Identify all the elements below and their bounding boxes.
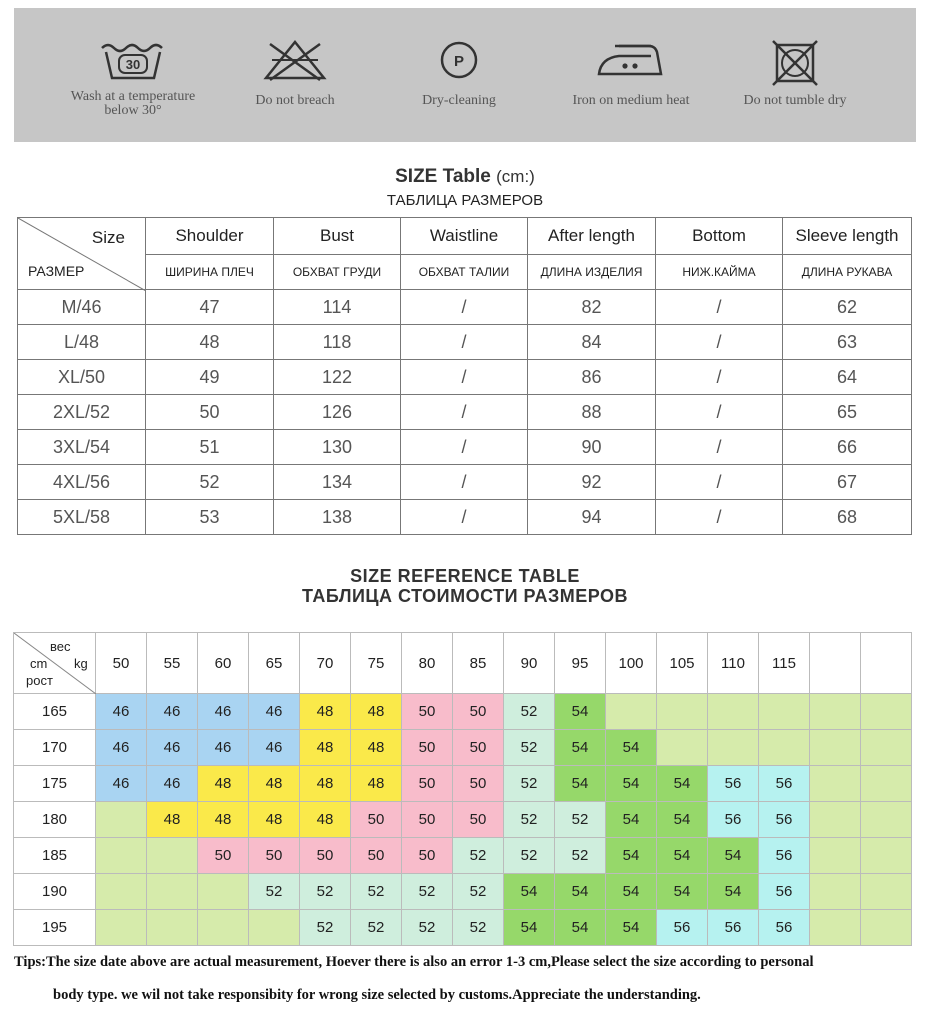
size-value-cell: / <box>401 430 528 465</box>
column-header: After length <box>528 218 656 255</box>
reference-table-title-ru: ТАБЛИЦА СТОИМОСТИ РАЗМЕРОВ <box>301 586 629 606</box>
size-recommendation-cell: 54 <box>657 802 708 838</box>
size-recommendation-cell: 48 <box>300 802 351 838</box>
size-recommendation-cell: 56 <box>708 910 759 946</box>
height-label-cell: 170 <box>14 730 96 766</box>
size-recommendation-cell: 52 <box>555 838 606 874</box>
size-row <box>18 290 912 325</box>
size-recommendation-cell: 54 <box>708 838 759 874</box>
size-recommendation-cell <box>147 910 198 946</box>
size-recommendation-cell <box>861 730 912 766</box>
size-value-cell: 52 <box>146 465 274 500</box>
tips-line-2: body type. we wil not take responsibity for wrong size selected by customs.Appreciate the understanding. <box>53 987 701 1003</box>
size-recommendation-cell <box>657 730 708 766</box>
size-value-cell: 84 <box>528 325 656 360</box>
size-recommendation-cell: 52 <box>504 694 555 730</box>
size-recommendation-cell: 54 <box>504 874 555 910</box>
column-header: Shoulder <box>146 218 274 255</box>
size-recommendation-cell <box>861 802 912 838</box>
size-recommendation-cell <box>810 874 861 910</box>
size-recommendation-cell: 54 <box>555 874 606 910</box>
weight-header-cell: 50 <box>96 633 147 694</box>
care-item-tumble <box>710 8 880 142</box>
weight-header-cell: 65 <box>249 633 300 694</box>
size-recommendation-cell: 52 <box>300 910 351 946</box>
corner-size-label: Size <box>91 228 125 247</box>
size-value-cell: / <box>401 290 528 325</box>
no-tumble-dry-icon <box>770 38 820 88</box>
weight-header-cell: 95 <box>555 633 606 694</box>
size-recommendation-cell: 46 <box>96 766 147 802</box>
reference-row <box>14 766 912 802</box>
size-recommendation-cell: 52 <box>300 874 351 910</box>
size-recommendation-cell: 46 <box>96 694 147 730</box>
size-recommendation-cell <box>810 838 861 874</box>
svg-text:30: 30 <box>125 57 141 72</box>
size-row <box>18 360 912 395</box>
size-value-cell: / <box>401 325 528 360</box>
size-value-cell: 138 <box>274 500 401 535</box>
reference-corner <box>14 633 96 694</box>
size-recommendation-cell <box>147 838 198 874</box>
column-header: Bust <box>274 218 401 255</box>
reference-row <box>14 730 912 766</box>
size-value-cell: 64 <box>783 360 912 395</box>
size-label-cell: 5XL/58 <box>18 500 146 535</box>
reference-table <box>13 632 912 946</box>
height-label-cell: 175 <box>14 766 96 802</box>
size-recommendation-cell: 52 <box>351 874 402 910</box>
size-recommendation-cell: 50 <box>402 766 453 802</box>
tips-line-1: Tips:The size date above are actual measurement, Hoever there is also an error 1-3 cm,Please select the size according to personal <box>14 954 814 970</box>
size-recommendation-cell: 48 <box>351 766 402 802</box>
weight-header-cell <box>861 633 912 694</box>
size-recommendation-cell: 46 <box>249 730 300 766</box>
size-recommendation-cell <box>861 874 912 910</box>
size-recommendation-cell: 46 <box>147 730 198 766</box>
corner-kg-label: kg <box>74 656 88 671</box>
size-row <box>18 325 912 360</box>
size-recommendation-cell: 46 <box>147 766 198 802</box>
size-recommendation-cell: 54 <box>606 766 657 802</box>
size-recommendation-cell: 50 <box>453 730 504 766</box>
care-label-tumble: Do not tumble dry <box>743 93 847 108</box>
size-recommendation-cell: 48 <box>147 802 198 838</box>
size-recommendation-cell <box>810 730 861 766</box>
size-recommendation-cell: 46 <box>198 694 249 730</box>
size-value-cell: 68 <box>783 500 912 535</box>
size-recommendation-cell: 50 <box>198 838 249 874</box>
size-recommendation-cell: 52 <box>504 838 555 874</box>
size-table-title: SIZE Table (cm:) <box>395 166 535 187</box>
size-row <box>18 395 912 430</box>
size-recommendation-cell: 54 <box>555 694 606 730</box>
size-value-cell: 47 <box>146 290 274 325</box>
size-recommendation-cell <box>708 694 759 730</box>
size-recommendation-cell: 54 <box>555 910 606 946</box>
column-header-ru: НИЖ.КАЙМА <box>656 255 783 290</box>
size-recommendation-cell <box>861 838 912 874</box>
size-value-cell: 88 <box>528 395 656 430</box>
weight-header-cell: 110 <box>708 633 759 694</box>
size-recommendation-cell: 52 <box>504 802 555 838</box>
size-value-cell: 48 <box>146 325 274 360</box>
size-value-cell: / <box>656 395 783 430</box>
size-recommendation-cell: 56 <box>657 910 708 946</box>
size-table-header-row <box>18 218 912 255</box>
size-recommendation-cell: 54 <box>606 874 657 910</box>
size-value-cell: 118 <box>274 325 401 360</box>
size-recommendation-cell: 54 <box>657 766 708 802</box>
size-value-cell: 62 <box>783 290 912 325</box>
size-recommendation-cell: 50 <box>453 694 504 730</box>
size-value-cell: 66 <box>783 430 912 465</box>
reference-table-body <box>14 694 912 946</box>
reference-header-row <box>14 633 912 694</box>
care-item-dryclean <box>374 8 544 142</box>
care-label-dryclean: Dry-cleaning <box>422 93 496 108</box>
column-header: Bottom <box>656 218 783 255</box>
care-item-wash <box>48 8 218 142</box>
size-recommendation-cell: 52 <box>504 730 555 766</box>
reference-row <box>14 694 912 730</box>
size-value-cell: 53 <box>146 500 274 535</box>
size-value-cell: 130 <box>274 430 401 465</box>
column-header: Waistline <box>401 218 528 255</box>
weight-header-cell: 60 <box>198 633 249 694</box>
size-value-cell: 134 <box>274 465 401 500</box>
size-value-cell: 90 <box>528 430 656 465</box>
size-recommendation-cell: 56 <box>708 766 759 802</box>
svg-text:P: P <box>453 53 465 70</box>
size-recommendation-cell <box>810 910 861 946</box>
size-recommendation-cell: 56 <box>759 838 810 874</box>
size-recommendation-cell <box>861 694 912 730</box>
size-recommendation-cell: 54 <box>606 802 657 838</box>
size-row <box>18 430 912 465</box>
size-value-cell: 63 <box>783 325 912 360</box>
size-value-cell: 82 <box>528 290 656 325</box>
weight-header-cell: 55 <box>147 633 198 694</box>
size-recommendation-cell: 46 <box>198 730 249 766</box>
size-table-body <box>18 290 912 535</box>
column-header-ru: ДЛИНА РУКАВА <box>783 255 912 290</box>
corner-height-label: рост <box>26 673 53 688</box>
size-recommendation-cell: 56 <box>759 910 810 946</box>
weight-header-cell: 80 <box>402 633 453 694</box>
size-value-cell: 49 <box>146 360 274 395</box>
size-value-cell: 122 <box>274 360 401 395</box>
size-value-cell: 126 <box>274 395 401 430</box>
height-label-cell: 165 <box>14 694 96 730</box>
weight-header-cell: 100 <box>606 633 657 694</box>
reference-table-title: SIZE REFERENCE TABLE <box>350 566 580 586</box>
weight-header-cell: 85 <box>453 633 504 694</box>
size-value-cell: 86 <box>528 360 656 395</box>
size-recommendation-cell <box>96 838 147 874</box>
height-label-cell: 190 <box>14 874 96 910</box>
weight-header-cell: 90 <box>504 633 555 694</box>
size-label-cell: M/46 <box>18 290 146 325</box>
column-header-ru: ОБХВАТ ГРУДИ <box>274 255 401 290</box>
care-label-wash: Wash at a temperature below 30° <box>70 89 196 118</box>
size-value-cell: / <box>656 500 783 535</box>
height-label-cell: 195 <box>14 910 96 946</box>
column-header-ru: ШИРИНА ПЛЕЧ <box>146 255 274 290</box>
corner-weight-label: вес <box>50 639 71 654</box>
size-recommendation-cell <box>861 910 912 946</box>
weight-header-cell: 75 <box>351 633 402 694</box>
size-recommendation-cell <box>810 802 861 838</box>
size-recommendation-cell: 54 <box>606 730 657 766</box>
size-recommendation-cell: 48 <box>300 766 351 802</box>
size-table <box>17 217 912 535</box>
size-recommendation-cell: 52 <box>504 766 555 802</box>
care-label-iron: Iron on medium heat <box>572 93 690 108</box>
size-recommendation-cell <box>861 766 912 802</box>
size-recommendation-cell: 52 <box>402 874 453 910</box>
iron-medium-icon <box>593 38 669 82</box>
size-recommendation-cell: 54 <box>606 910 657 946</box>
size-value-cell: 65 <box>783 395 912 430</box>
size-recommendation-cell <box>810 694 861 730</box>
size-recommendation-cell: 52 <box>453 838 504 874</box>
size-recommendation-cell: 52 <box>453 910 504 946</box>
size-recommendation-cell: 54 <box>606 838 657 874</box>
size-table-header-row-ru <box>18 255 912 290</box>
size-recommendation-cell: 48 <box>351 730 402 766</box>
size-table-title-ru: ТАБЛИЦА РАЗМЕРОВ <box>386 192 544 209</box>
size-recommendation-cell: 50 <box>249 838 300 874</box>
size-recommendation-cell: 48 <box>249 766 300 802</box>
size-label-cell: XL/50 <box>18 360 146 395</box>
size-recommendation-cell: 50 <box>402 802 453 838</box>
height-label-cell: 180 <box>14 802 96 838</box>
size-recommendation-cell: 50 <box>402 694 453 730</box>
size-recommendation-cell: 56 <box>708 802 759 838</box>
size-recommendation-cell <box>606 694 657 730</box>
reference-row <box>14 910 912 946</box>
care-item-iron <box>546 8 716 142</box>
size-value-cell: / <box>656 430 783 465</box>
size-recommendation-cell <box>147 874 198 910</box>
size-recommendation-cell <box>96 910 147 946</box>
reference-row <box>14 838 912 874</box>
size-value-cell: / <box>401 500 528 535</box>
height-label-cell: 185 <box>14 838 96 874</box>
size-recommendation-cell <box>96 874 147 910</box>
size-recommendation-cell: 54 <box>657 874 708 910</box>
size-recommendation-cell: 50 <box>453 766 504 802</box>
size-recommendation-cell: 54 <box>555 730 606 766</box>
size-value-cell: 50 <box>146 395 274 430</box>
size-recommendation-cell <box>810 766 861 802</box>
size-recommendation-cell: 50 <box>351 802 402 838</box>
size-value-cell: 94 <box>528 500 656 535</box>
size-recommendation-cell: 52 <box>453 874 504 910</box>
size-recommendation-cell: 52 <box>351 910 402 946</box>
size-recommendation-cell: 54 <box>504 910 555 946</box>
no-bleach-icon <box>260 38 330 82</box>
size-recommendation-cell <box>198 874 249 910</box>
size-recommendation-cell: 56 <box>759 802 810 838</box>
size-recommendation-cell <box>198 910 249 946</box>
size-recommendation-cell: 48 <box>198 802 249 838</box>
size-value-cell: / <box>401 395 528 430</box>
size-recommendation-cell: 46 <box>249 694 300 730</box>
size-label-cell: L/48 <box>18 325 146 360</box>
weight-header-cell: 70 <box>300 633 351 694</box>
size-recommendation-cell: 46 <box>147 694 198 730</box>
size-recommendation-cell: 54 <box>708 874 759 910</box>
size-recommendation-cell: 50 <box>351 838 402 874</box>
column-header-ru: ОБХВАТ ТАЛИИ <box>401 255 528 290</box>
size-value-cell: / <box>401 360 528 395</box>
size-recommendation-cell: 56 <box>759 874 810 910</box>
reference-row <box>14 802 912 838</box>
dry-clean-icon <box>437 38 481 82</box>
size-value-cell: 67 <box>783 465 912 500</box>
care-item-bleach <box>210 8 380 142</box>
size-recommendation-cell: 54 <box>555 766 606 802</box>
corner-cm-label: cm <box>30 656 48 671</box>
size-value-cell: / <box>656 325 783 360</box>
weight-header-cell: 105 <box>657 633 708 694</box>
size-table-corner <box>18 218 146 290</box>
size-recommendation-cell <box>708 730 759 766</box>
care-label-bleach: Do not breach <box>255 93 335 108</box>
size-recommendation-cell <box>759 694 810 730</box>
size-label-cell: 3XL/54 <box>18 430 146 465</box>
wash-30-icon <box>98 38 168 82</box>
size-recommendation-cell <box>759 730 810 766</box>
size-recommendation-cell: 50 <box>402 838 453 874</box>
size-label-cell: 2XL/52 <box>18 395 146 430</box>
size-recommendation-cell: 54 <box>657 838 708 874</box>
size-recommendation-cell: 48 <box>198 766 249 802</box>
weight-header-cell: 115 <box>759 633 810 694</box>
size-value-cell: / <box>656 465 783 500</box>
size-value-cell: 92 <box>528 465 656 500</box>
size-row <box>18 500 912 535</box>
size-recommendation-cell: 50 <box>453 802 504 838</box>
size-value-cell: / <box>401 465 528 500</box>
size-value-cell: / <box>656 290 783 325</box>
size-recommendation-cell: 52 <box>249 874 300 910</box>
size-value-cell: 51 <box>146 430 274 465</box>
size-recommendation-cell: 46 <box>96 730 147 766</box>
column-header: Sleeve length <box>783 218 912 255</box>
care-instructions-banner <box>14 8 916 142</box>
size-recommendation-cell: 48 <box>249 802 300 838</box>
size-recommendation-cell: 50 <box>300 838 351 874</box>
corner-size-label-ru: РАЗМЕР <box>28 263 85 279</box>
size-recommendation-cell: 52 <box>402 910 453 946</box>
corner-diagonal-line <box>18 218 146 291</box>
weight-header-cell <box>810 633 861 694</box>
size-recommendation-cell <box>249 910 300 946</box>
size-value-cell: / <box>656 360 783 395</box>
size-label-cell: 4XL/56 <box>18 465 146 500</box>
reference-row <box>14 874 912 910</box>
size-recommendation-cell: 48 <box>351 694 402 730</box>
size-recommendation-cell <box>96 802 147 838</box>
column-header-ru: ДЛИНА ИЗДЕЛИЯ <box>528 255 656 290</box>
size-recommendation-cell: 50 <box>402 730 453 766</box>
size-recommendation-cell: 56 <box>759 766 810 802</box>
size-recommendation-cell <box>657 694 708 730</box>
size-recommendation-cell: 52 <box>555 802 606 838</box>
size-row <box>18 465 912 500</box>
size-recommendation-cell: 48 <box>300 694 351 730</box>
size-value-cell: 114 <box>274 290 401 325</box>
size-recommendation-cell: 48 <box>300 730 351 766</box>
